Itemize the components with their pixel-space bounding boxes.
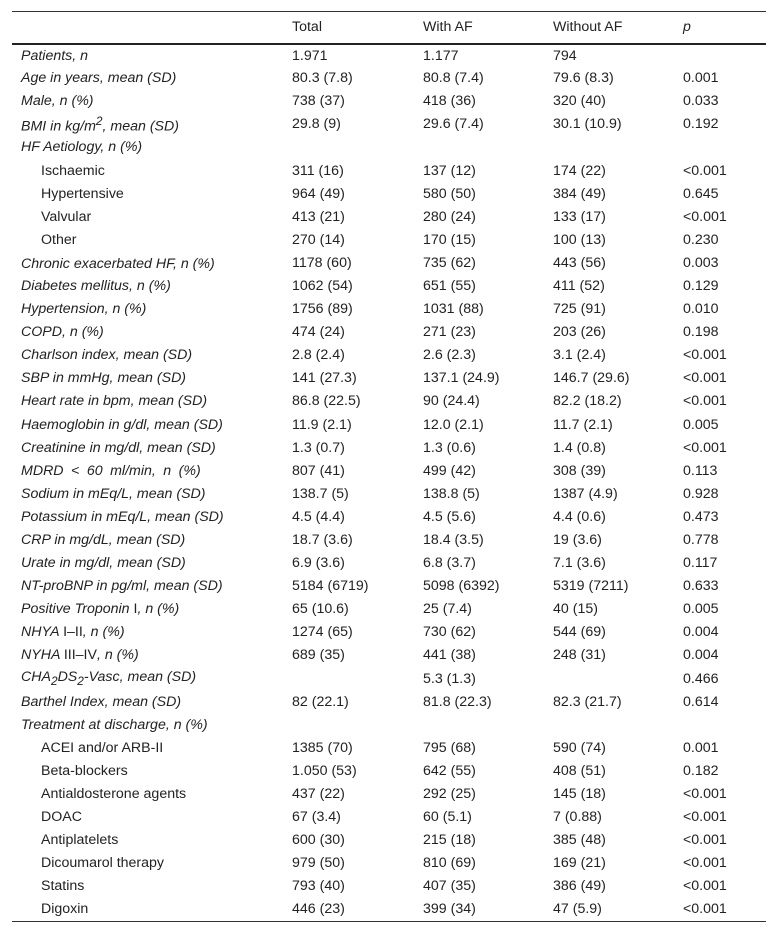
cell-p-value: 0.033	[683, 93, 719, 110]
cell-total: 138.7 (5)	[292, 485, 349, 502]
header-total: Total	[283, 12, 414, 44]
row-label	[12, 598, 283, 621]
row-label: Creatinine in mg/dl, mean (SD)	[21, 439, 216, 456]
cell-total: 1.050 (53)	[292, 762, 357, 779]
row-label: Potassium in mEq/L, mean (SD)	[21, 508, 224, 525]
cell-total: 1.3 (0.7)	[292, 439, 345, 456]
header-row	[12, 12, 766, 44]
cell-total: 67 (3.4)	[292, 809, 341, 826]
cell-p-value: 0.466	[683, 670, 719, 687]
cell-with-af: 1.177	[423, 47, 459, 64]
cell-p-value: 0.001	[683, 739, 719, 756]
row-label: Age in years, mean (SD)	[21, 70, 177, 87]
table-row	[12, 344, 766, 367]
row-label-upright: I	[133, 601, 138, 618]
row-label-part: Positive Troponin	[21, 601, 134, 618]
row-label: Ischaemic	[41, 162, 105, 179]
baseline-characteristics-table	[12, 11, 766, 922]
header-without-af: Without AF	[544, 12, 674, 44]
cell-with-af: 399 (34)	[414, 898, 544, 921]
cell-with-af: 29.6 (7.4)	[423, 116, 484, 133]
cell-p-value: <0.001	[683, 162, 727, 179]
row-label-part: , n (%)	[137, 601, 180, 618]
cell-without-af: 794	[553, 47, 577, 64]
cell-p-value: 0.004	[683, 624, 719, 641]
cell-total: 141 (27.3)	[292, 370, 357, 387]
cell-total: 738 (37)	[292, 93, 345, 110]
row-label	[12, 644, 283, 667]
table-row	[12, 575, 766, 598]
cell-with-af: 25 (7.4)	[423, 601, 472, 618]
cell-without-af: 133 (17)	[553, 208, 606, 225]
cell-total: 446 (23)	[283, 898, 414, 921]
cell-with-af: 499 (42)	[423, 462, 476, 479]
cell-total: 413 (21)	[292, 208, 345, 225]
cell-with-af: 642 (55)	[423, 762, 476, 779]
cell-total: 82 (22.1)	[292, 693, 349, 710]
cell-p-value: <0.001	[683, 878, 727, 895]
cell-without-af: 203 (26)	[553, 324, 606, 341]
cell-without-af: 169 (21)	[553, 855, 606, 872]
cell-p-value: <0.001	[683, 786, 727, 803]
cell-p-value: 0.001	[683, 70, 719, 87]
cell-without-af: 443 (56)	[553, 254, 606, 271]
table-row	[12, 505, 766, 528]
cell-p-value: 0.473	[683, 508, 719, 525]
cell-total: 65 (10.6)	[292, 601, 349, 618]
cell-without-af	[544, 136, 674, 159]
cell-total: 1274 (65)	[292, 624, 353, 641]
cell-with-af: 280 (24)	[423, 208, 476, 225]
cell-p-value: <0.001	[683, 370, 727, 387]
table-header	[12, 12, 766, 44]
cell-p-value: 0.005	[683, 601, 719, 618]
cell-with-af: 80.8 (7.4)	[423, 70, 484, 87]
table-row	[12, 552, 766, 575]
cell-p-value: 0.614	[683, 693, 719, 710]
cell-with-af: 90 (24.4)	[423, 393, 480, 410]
cell-with-af: 730 (62)	[423, 624, 476, 641]
cell-without-af: 1387 (4.9)	[553, 485, 618, 502]
cell-with-af: 271 (23)	[423, 324, 476, 341]
cell-with-af: 418 (36)	[423, 93, 476, 110]
row-label-part: DS	[57, 669, 78, 686]
cell-with-af: 138.8 (5)	[423, 485, 480, 502]
row-label: Statins	[41, 878, 85, 895]
table-row	[12, 367, 766, 390]
table-row	[12, 390, 766, 413]
row-label: SBP in mmHg, mean (SD)	[21, 370, 187, 387]
cell-total: 1756 (89)	[292, 301, 353, 318]
cell-p-value: 0.198	[683, 324, 719, 341]
table-row	[12, 251, 766, 274]
cell-without-af: 11.7 (2.1)	[553, 416, 613, 433]
header-p-value: p	[674, 12, 766, 44]
table-row	[12, 136, 766, 159]
cell-with-af: 441 (38)	[423, 647, 476, 664]
row-label: Male, n (%)	[21, 93, 94, 110]
cell-without-af: 82.3 (21.7)	[553, 693, 622, 710]
cell-without-af	[544, 667, 674, 690]
table-row	[12, 875, 766, 898]
cell-without-af: 3.1 (2.4)	[553, 347, 606, 364]
table-row	[12, 644, 766, 667]
row-label-part: BMI in kg/m	[21, 118, 96, 135]
cell-p-value: 0.192	[683, 116, 719, 133]
table-row	[12, 274, 766, 297]
row-label: Digoxin	[12, 898, 283, 921]
row-label: Antialdosterone agents	[41, 786, 187, 803]
cell-with-af: 60 (5.1)	[423, 809, 472, 826]
cell-p-value: 0.645	[683, 185, 719, 202]
table-row	[12, 228, 766, 251]
cell-p-value: <0.001	[683, 832, 727, 849]
row-label: Treatment at discharge, n (%)	[21, 716, 208, 733]
cell-total: 311 (16)	[292, 162, 344, 179]
cell-total: 437 (22)	[292, 786, 345, 803]
cell-without-af: 384 (49)	[553, 185, 606, 202]
cell-without-af: 5319 (7211)	[553, 578, 629, 595]
row-label: Sodium in mEq/L, mean (SD)	[21, 485, 206, 502]
cell-p-value: <0.001	[683, 393, 727, 410]
cell-with-af: 1.3 (0.6)	[423, 439, 476, 456]
table-row	[12, 90, 766, 113]
cell-total: 270 (14)	[292, 231, 345, 248]
row-label: Patients, n	[21, 47, 89, 64]
cell-with-af: 292 (25)	[423, 786, 476, 803]
row-label-subscript: 2	[77, 673, 84, 688]
table-row	[12, 482, 766, 505]
cell-total: 964 (49)	[292, 185, 345, 202]
row-label: Antiplatelets	[41, 832, 119, 849]
cell-total: 18.7 (3.6)	[292, 532, 353, 549]
row-label: COPD, n (%)	[21, 324, 104, 341]
cell-without-af: 40 (15)	[553, 601, 598, 618]
cell-with-af: 407 (35)	[423, 878, 476, 895]
cell-p-value: 0.113	[683, 462, 718, 479]
table-row	[12, 182, 766, 205]
row-label: Beta-blockers	[41, 762, 128, 779]
cell-total: 474 (24)	[292, 324, 345, 341]
row-label-upright: III–IV	[63, 647, 97, 664]
cell-without-af: 19 (3.6)	[553, 532, 602, 549]
cell-with-af: 6.8 (3.7)	[423, 555, 476, 572]
row-label-part: CHA	[21, 669, 51, 686]
table-row	[12, 759, 766, 782]
row-label-part: -Vasc, mean (SD)	[83, 669, 197, 686]
cell-total: 6.9 (3.6)	[292, 555, 345, 572]
cell-with-af: 1031 (88)	[423, 301, 484, 318]
cell-p-value: <0.001	[683, 809, 727, 826]
row-label-part: NYHA	[21, 647, 64, 664]
row-label: NT-proBNP in pg/ml, mean (SD)	[21, 578, 223, 595]
cell-without-af: 408 (51)	[553, 762, 606, 779]
table-row	[12, 806, 766, 829]
row-label-part: NHYA	[21, 624, 64, 641]
cell-with-af	[414, 136, 544, 159]
row-label: Chronic exacerbated HF, n (%)	[21, 256, 215, 273]
table-row	[12, 205, 766, 228]
cell-total	[283, 713, 414, 736]
cell-without-af: 30.1 (10.9)	[553, 116, 622, 133]
cell-total: 4.5 (4.4)	[292, 508, 345, 525]
cell-total: 979 (50)	[292, 855, 345, 872]
row-label-superscript: 2	[95, 113, 103, 128]
cell-without-af: 1.4 (0.8)	[553, 439, 606, 456]
table-row	[12, 598, 766, 621]
table-row	[12, 667, 766, 690]
cell-total: 2.8 (2.4)	[292, 347, 345, 364]
cell-p-value	[674, 136, 766, 159]
table-row	[12, 528, 766, 551]
cell-total: 86.8 (22.5)	[292, 393, 361, 410]
cell-without-af: 320 (40)	[553, 93, 606, 110]
cell-without-af: 590 (74)	[553, 739, 606, 756]
cell-without-af: 82.2 (18.2)	[553, 393, 622, 410]
row-label-part: , n (%)	[82, 624, 125, 641]
table-row	[12, 713, 766, 736]
cell-total: 793 (40)	[292, 878, 345, 895]
row-label: MDRD < 60 ml/min, n (%)	[21, 462, 201, 479]
cell-without-af: 4.4 (0.6)	[553, 508, 606, 525]
row-label: Hypertensive	[41, 185, 124, 202]
baseline-characteristics-table-container	[12, 11, 766, 922]
row-label	[12, 667, 283, 690]
cell-p-value: 0.230	[683, 231, 719, 248]
cell-without-af: 47 (5.9)	[544, 898, 674, 921]
cell-p-value: <0.001	[683, 855, 727, 872]
cell-p-value: 0.182	[683, 762, 719, 779]
cell-total: 689 (35)	[292, 647, 345, 664]
cell-total: 1178 (60)	[292, 254, 352, 271]
row-label	[12, 621, 283, 644]
table-row	[12, 436, 766, 459]
table-row	[12, 783, 766, 806]
cell-without-af: 544 (69)	[553, 624, 606, 641]
cell-with-af: 5098 (6392)	[423, 578, 500, 595]
cell-p-value: <0.001	[683, 208, 727, 225]
cell-total: 807 (41)	[292, 462, 345, 479]
cell-without-af: 79.6 (8.3)	[553, 70, 614, 87]
table-row	[12, 321, 766, 344]
cell-without-af: 411 (52)	[553, 277, 605, 294]
header-variable	[12, 12, 283, 44]
cell-without-af: 385 (48)	[553, 832, 606, 849]
row-label: Diabetes mellitus, n (%)	[21, 277, 171, 294]
table-body	[12, 44, 766, 922]
cell-without-af: 100 (13)	[553, 231, 606, 248]
cell-p-value: <0.001	[683, 439, 727, 456]
cell-without-af: 7 (0.88)	[553, 809, 602, 826]
cell-with-af: 4.5 (5.6)	[423, 508, 476, 525]
cell-total: 80.3 (7.8)	[292, 70, 353, 87]
table-row	[12, 690, 766, 713]
cell-p-value: 0.778	[683, 532, 719, 549]
cell-with-af: 735 (62)	[423, 254, 476, 271]
cell-total: 5184 (6719)	[292, 578, 369, 595]
cell-without-af: 7.1 (3.6)	[553, 555, 606, 572]
cell-p-value: 0.010	[683, 301, 719, 318]
cell-with-af: 651 (55)	[423, 277, 476, 294]
cell-p-value: 0.004	[683, 647, 719, 664]
row-label: Urate in mg/dl, mean (SD)	[21, 555, 186, 572]
table-row	[12, 621, 766, 644]
cell-with-af: 137.1 (24.9)	[423, 370, 500, 387]
cell-with-af: 795 (68)	[423, 739, 476, 756]
cell-total: 1385 (70)	[292, 739, 353, 756]
row-label: Heart rate in bpm, mean (SD)	[21, 393, 208, 410]
cell-with-af: 215 (18)	[423, 832, 476, 849]
cell-without-af: 248 (31)	[553, 647, 606, 664]
cell-with-af: 2.6 (2.3)	[423, 347, 476, 364]
table-row	[12, 298, 766, 321]
cell-with-af: 810 (69)	[423, 855, 476, 872]
cell-p-value: <0.001	[683, 347, 727, 364]
cell-p-value	[674, 713, 766, 736]
row-label: Valvular	[41, 208, 92, 225]
table-row	[12, 113, 766, 136]
row-label	[12, 113, 283, 136]
cell-total	[283, 136, 414, 159]
table-row	[12, 898, 766, 921]
row-label: Charlson index, mean (SD)	[21, 347, 193, 364]
row-label-subscript: 2	[50, 673, 58, 688]
cell-with-af: 137 (12)	[423, 162, 476, 179]
row-label: Other	[41, 231, 77, 248]
cell-p-value: 0.117	[683, 555, 718, 572]
table-row	[12, 413, 766, 436]
cell-with-af: 580 (50)	[423, 185, 476, 202]
cell-p-value: <0.001	[674, 898, 766, 921]
cell-total: 11.9 (2.1)	[292, 416, 352, 433]
cell-without-af: 145 (18)	[553, 786, 606, 803]
table-row	[12, 852, 766, 875]
cell-with-af: 5.3 (1.3)	[423, 670, 476, 687]
cell-with-af: 12.0 (2.1)	[423, 416, 484, 433]
table-row	[12, 67, 766, 90]
cell-with-af: 81.8 (22.3)	[423, 693, 492, 710]
cell-p-value: 0.928	[683, 485, 719, 502]
table-row	[12, 459, 766, 482]
cell-total: 29.8 (9)	[292, 116, 341, 133]
header-with-af: With AF	[414, 12, 544, 44]
row-label: ACEI and/or ARB-II	[41, 739, 164, 756]
table-row	[12, 736, 766, 759]
cell-with-af: 170 (15)	[423, 231, 476, 248]
table-row	[12, 159, 766, 182]
row-label: DOAC	[41, 809, 82, 826]
cell-total: 600 (30)	[292, 832, 345, 849]
cell-p-value: 0.005	[683, 416, 719, 433]
row-label: Haemoglobin in g/dl, mean (SD)	[21, 416, 223, 433]
cell-without-af: 308 (39)	[553, 462, 606, 479]
cell-p-value: 0.129	[683, 277, 719, 294]
cell-total: 1062 (54)	[292, 277, 353, 294]
cell-with-af: 18.4 (3.5)	[423, 532, 484, 549]
row-label: Dicoumarol therapy	[41, 855, 165, 872]
cell-total: 1.971	[292, 47, 328, 64]
row-label: Barthel Index, mean (SD)	[21, 693, 182, 710]
row-label-upright: I–II	[63, 624, 83, 641]
row-label: CRP in mg/dL, mean (SD)	[21, 532, 186, 549]
cell-p-value	[674, 44, 766, 67]
row-label-part: , n (%)	[96, 647, 139, 664]
cell-p-value: 0.003	[683, 254, 719, 271]
row-label: Hypertension, n (%)	[21, 301, 147, 318]
cell-without-af: 146.7 (29.6)	[553, 370, 630, 387]
table-row	[12, 44, 766, 67]
cell-without-af: 386 (49)	[553, 878, 606, 895]
cell-without-af	[544, 713, 674, 736]
table-row	[12, 829, 766, 852]
cell-without-af: 174 (22)	[553, 162, 606, 179]
cell-with-af	[414, 713, 544, 736]
cell-total	[283, 667, 414, 690]
row-label-part: , mean (SD)	[102, 118, 179, 135]
cell-without-af: 725 (91)	[553, 301, 606, 318]
row-label: HF Aetiology, n (%)	[21, 139, 143, 156]
cell-p-value: 0.633	[683, 578, 719, 595]
